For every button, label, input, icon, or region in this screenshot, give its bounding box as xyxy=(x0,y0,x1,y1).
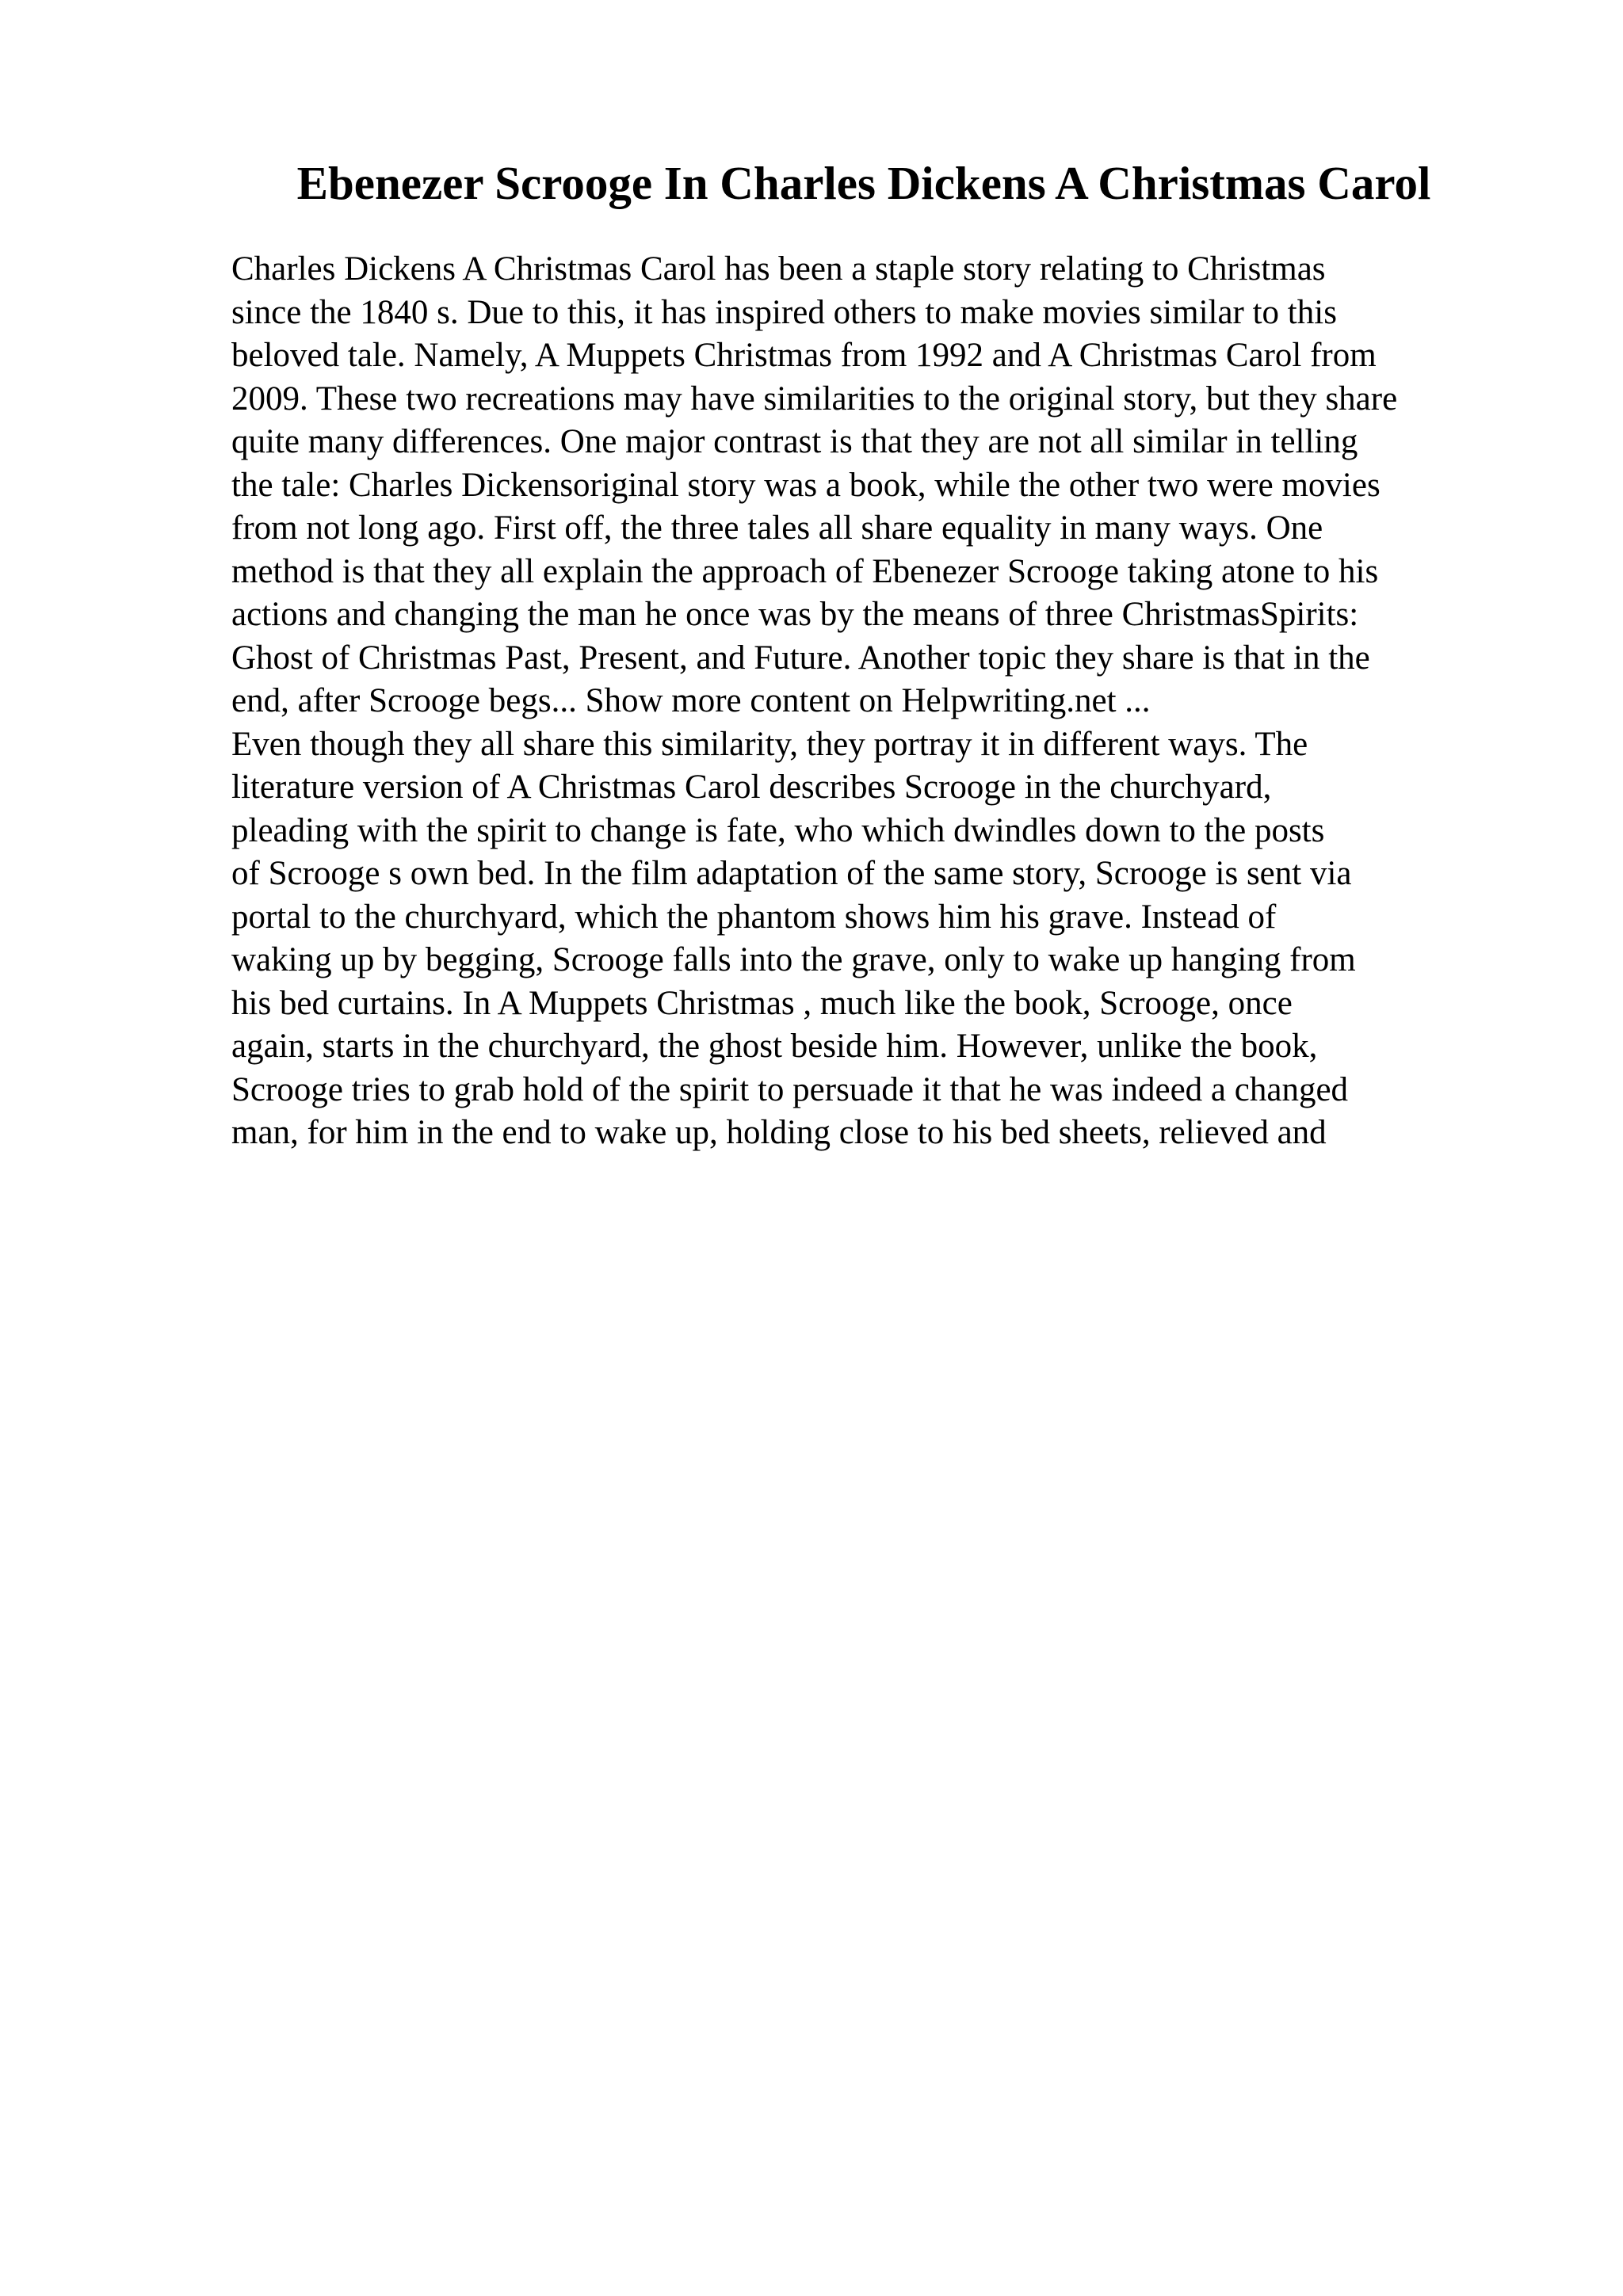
body-line: end, after Scrooge begs... Show more content on Helpwriting.net ... xyxy=(231,682,1151,719)
body-line: the tale: Charles Dickensoriginal story was a book, while the other two were movies xyxy=(231,466,1381,504)
body-line: Charles Dickens A Christmas Carol has been a staple story relating to Christmas xyxy=(231,250,1326,288)
body-line: of Scrooge s own bed. In the film adaptation of the same story, Scrooge is sent via xyxy=(231,855,1352,892)
body-line: 2009. These two recreations may have similarities to the original story, but they share xyxy=(231,379,1398,418)
body-line: method is that they all explain the approach of Ebenezer Scrooge taking atone to his xyxy=(231,552,1379,590)
body-line: pleading with the spirit to change is fate, who which dwindles down to the posts xyxy=(231,811,1325,849)
body-line: Scrooge tries to grab hold of the spirit to persuade it that he was indeed a changed xyxy=(231,1070,1349,1108)
body-line: again, starts in the churchyard, the ghost beside him. However, unlike the book, xyxy=(231,1028,1318,1065)
body-line: from not long ago. First off, the three tales all share equality in many ways. One xyxy=(231,509,1323,547)
body-line: man, for him in the end to wake up, holding close to his bed sheets, relieved and xyxy=(231,1114,1327,1151)
body-line: Even though they all share this similarity, they portray it in different ways. The xyxy=(231,725,1308,763)
body-line: his bed curtains. In A Muppets Christmas , much like the book, Scrooge, once xyxy=(231,984,1293,1022)
document-body xyxy=(231,248,1547,1155)
body-line: since the 1840 s. Due to this, it has inspired others to make movies similar to this xyxy=(231,293,1337,331)
body-line: Ghost of Christmas Past, Present, and Future. Another topic they share is that in the xyxy=(231,639,1370,677)
document-title: Ebenezer Scrooge In Charles Dickens A Christmas Carol xyxy=(296,157,1431,209)
body-line: portal to the churchyard, which the phantom shows him his grave. Instead of xyxy=(231,898,1277,936)
body-line: literature version of A Christmas Carol describes Scrooge in the churchyard, xyxy=(231,769,1272,806)
body-line: beloved tale. Namely, A Muppets Christmas from 1992 and A Christmas Carol from xyxy=(231,337,1377,374)
body-line: quite many differences. One major contrast is that they are not all similar in telling xyxy=(231,423,1358,460)
body-line: actions and changing the man he once was by the means of three ChristmasSpirits: xyxy=(231,596,1359,633)
body-line: waking up by begging, Scrooge falls into the grave, only to wake up hanging from xyxy=(231,941,1356,978)
